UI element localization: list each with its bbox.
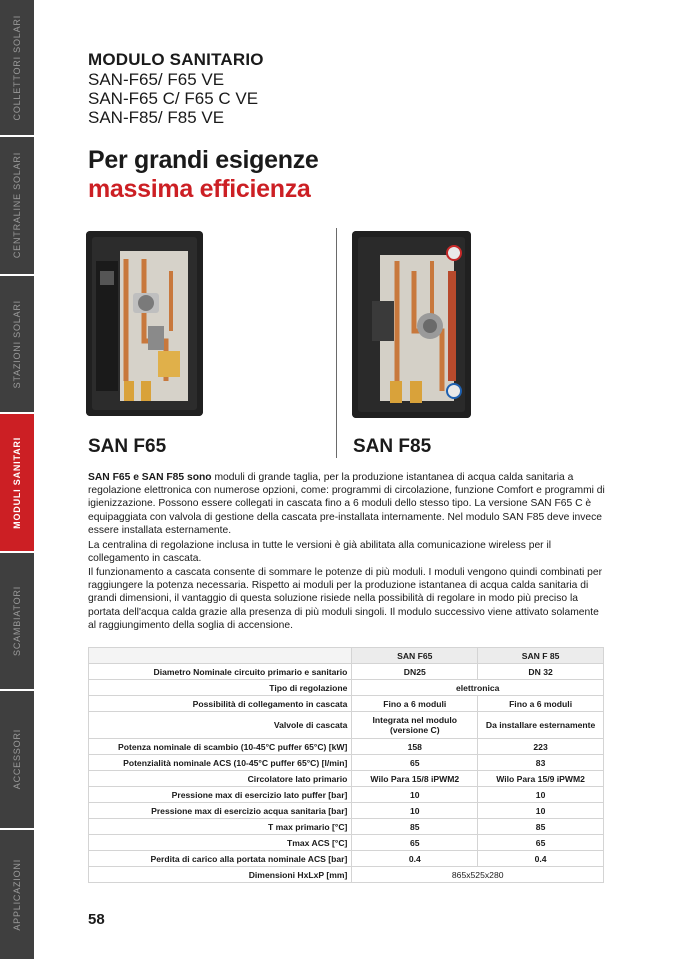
value-san-f85: 223: [478, 739, 604, 755]
value-san-f65: 10: [352, 787, 478, 803]
row-label: Perdita di carico alla portata nominale ACS [bar]: [89, 851, 352, 867]
table-row: [89, 835, 604, 851]
row-label: Possibilità di collegamento in cascata: [89, 696, 352, 712]
row-label: Potenza nominale di scambio (10-45°C puffer 65°C) [kW]: [89, 739, 352, 755]
table-row: [89, 696, 604, 712]
table-header-san-f85: SAN F 85: [478, 648, 604, 664]
value-san-f65: 0.4: [352, 851, 478, 867]
row-label: Diametro Nominale circuito primario e sanitario: [89, 664, 352, 680]
product-image-san-f85: [352, 231, 471, 418]
value-san-f85: Fino a 6 moduli: [478, 696, 604, 712]
value-san-f85: 83: [478, 755, 604, 771]
model-line: SAN-F85/ F85 VE: [88, 108, 225, 127]
sidebar: [0, 0, 34, 959]
value-shared: 865x525x280: [352, 867, 604, 883]
value-san-f65: 158: [352, 739, 478, 755]
sidebar-tab-moduli-sanitari[interactable]: MODULI SANITARI: [0, 414, 34, 553]
value-san-f65: 65: [352, 835, 478, 851]
row-label: Circolatore lato primario: [89, 771, 352, 787]
table-row: [89, 755, 604, 771]
value-san-f65: Integrata nel modulo (versione C): [352, 712, 478, 739]
value-san-f85: 10: [478, 803, 604, 819]
value-san-f85: DN 32: [478, 664, 604, 680]
value-san-f65: DN25: [352, 664, 478, 680]
value-san-f85: 65: [478, 835, 604, 851]
paragraph-cascade: Il funzionamento a cascata consente di sommare le potenze di più moduli. I moduli vengono quindi combinati per raggiungere la potenza necessaria. Rispetto ai moduli per la produzione istantanea di acqua calda sanitaria di grandi dimensioni, il vantaggio di questa soluzione risiede nella possibilità di regolare in modo più preciso la portata dell'acqua calda grazie alla presenza di più moduli singoli. Il modulo successivo viene attivato solamente al raggiungimento della soglia di accensione.: [88, 567, 602, 631]
value-san-f85: 0.4: [478, 851, 604, 867]
value-san-f85: Wilo Para 15/9 iPWM2: [478, 771, 604, 787]
value-san-f65: 10: [352, 803, 478, 819]
value-san-f85: Da installare esternamente: [478, 712, 604, 739]
row-label: Valvole di cascata: [89, 712, 352, 739]
table-row: [89, 851, 604, 867]
product-divider: [336, 228, 337, 458]
row-label: Tipo di regolazione: [89, 680, 352, 696]
model-line: SAN-F65/ F65 VE: [88, 70, 225, 89]
value-san-f65: Fino a 6 moduli: [352, 696, 478, 712]
sidebar-tab-scambiatori[interactable]: SCAMBIATORI: [0, 553, 34, 691]
model-line: SAN-F65 C/ F65 C VE: [88, 89, 259, 108]
row-label: Dimensioni HxLxP [mm]: [89, 867, 352, 883]
sidebar-tab-centraline-solari[interactable]: CENTRALINE SOLARI: [0, 137, 34, 276]
headline-line-2: massima efficienza: [88, 175, 311, 203]
row-label: Tmax ACS [°C]: [89, 835, 352, 851]
row-label: T max primario [°C]: [89, 819, 352, 835]
sidebar-tab-collettori-solari[interactable]: COLLETTORI SOLARI: [0, 0, 34, 137]
value-san-f85: 85: [478, 819, 604, 835]
module-title: MODULO SANITARIO: [88, 50, 264, 69]
module-illustration-icon: [352, 231, 471, 418]
spec-table: [88, 647, 604, 883]
value-san-f65: 65: [352, 755, 478, 771]
paragraph-lead: SAN F65 e SAN F85 sono: [88, 472, 212, 483]
table-row: [89, 680, 604, 696]
table-header-row: [89, 648, 604, 664]
table-row: [89, 787, 604, 803]
row-label: Pressione max di esercizio lato puffer [bar]: [89, 787, 352, 803]
table-row: [89, 803, 604, 819]
table-header-blank: [89, 648, 352, 664]
sidebar-tab-applicazioni[interactable]: APPLICAZIONI: [0, 830, 34, 959]
sidebar-tab-stazioni-solari[interactable]: STAZIONI SOLARI: [0, 276, 34, 414]
table-row: [89, 664, 604, 680]
product-label-san-f65: SAN F65: [88, 436, 167, 457]
paragraph-wireless: La centralina di regolazione inclusa in tutte le versioni è già abilitata alla comunicazione wireless per il collegamento in cascata.: [88, 540, 552, 565]
row-label: Pressione max di esercizio acqua sanitaria [bar]: [89, 803, 352, 819]
value-shared: elettronica: [352, 680, 604, 696]
headline: [88, 146, 319, 204]
value-san-f65: Wilo Para 15/8 iPWM2: [352, 771, 478, 787]
value-san-f85: 10: [478, 787, 604, 803]
table-row: [89, 771, 604, 787]
product-image-san-f65: [86, 231, 203, 416]
headline-line-1: Per grandi esigenze: [88, 146, 319, 174]
page-number: 58: [88, 911, 105, 928]
sidebar-tab-accessori[interactable]: ACCESSORI: [0, 691, 34, 830]
value-san-f65: 85: [352, 819, 478, 835]
product-label-san-f85: SAN F85: [353, 436, 432, 457]
table-header-san-f65: SAN F65: [352, 648, 478, 664]
paragraph-intro: [88, 471, 608, 537]
page-header: [88, 50, 264, 127]
table-row: [89, 739, 604, 755]
module-illustration-icon: [86, 231, 203, 416]
paragraph-rest: moduli di grande taglia, per la produzione istantanea di acqua calda sanitaria a regolazione elettronica con numerose opzioni, come: programmi di circolazione, funzione Comfort e programmi di igienizzazione. Possono essere collegati in cascata fino a 6 moduli dello stesso tipo. La versione SAN F65 C è equipaggiata con valvola di gestione della cascata pre-installata internamente. Nel modulo SAN F85 deve invece essere installata esternamente.: [88, 472, 605, 536]
table-row: [89, 819, 604, 835]
table-row: [89, 867, 604, 883]
row-label: Potenzialità nominale ACS (10-45°C puffer 65°C) [l/min]: [89, 755, 352, 771]
table-row: [89, 712, 604, 739]
